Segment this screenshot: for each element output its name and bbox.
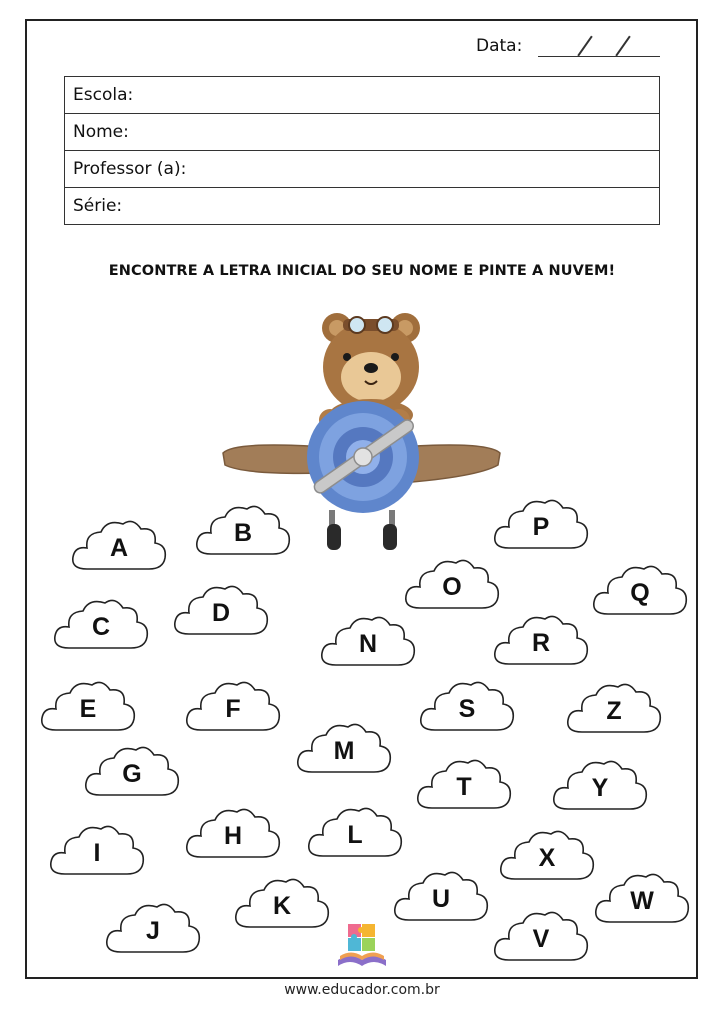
student-info-table bbox=[64, 76, 660, 225]
field-teacher[interactable]: Professor (a): bbox=[65, 151, 659, 188]
cloud-letter-v[interactable] bbox=[491, 906, 591, 970]
cloud-letter: I bbox=[93, 839, 101, 867]
cloud-letter-p[interactable] bbox=[491, 494, 591, 558]
instruction-text: ENCONTRE A LETRA INICIAL DO SEU NOME E PINTE A NUVEM! bbox=[108, 263, 616, 279]
cloud-letter: F bbox=[225, 695, 241, 723]
educador-logo-icon bbox=[334, 918, 390, 974]
cloud-letter: A bbox=[109, 534, 129, 562]
cloud-letter: R bbox=[531, 629, 551, 657]
cloud-letter: B bbox=[233, 519, 253, 547]
cloud-letter-g[interactable] bbox=[82, 741, 182, 805]
cloud-letter: J bbox=[146, 917, 160, 945]
cloud-letter: N bbox=[358, 630, 378, 658]
cloud-letter-s[interactable] bbox=[417, 676, 517, 740]
cloud-letter-l[interactable] bbox=[305, 802, 405, 866]
cloud-letter-x[interactable] bbox=[497, 825, 597, 889]
cloud-letter: X bbox=[538, 844, 556, 872]
cloud-letter: W bbox=[630, 887, 654, 915]
cloud-letter-e[interactable] bbox=[38, 676, 138, 740]
cloud-letter-d[interactable] bbox=[171, 580, 271, 644]
date-line[interactable] bbox=[538, 56, 660, 57]
footer-website[interactable]: www.educador.com.br bbox=[284, 982, 440, 998]
cloud-letter: Z bbox=[606, 697, 622, 725]
cloud-letter-b[interactable] bbox=[193, 500, 293, 564]
cloud-letter-y[interactable] bbox=[550, 755, 650, 819]
cloud-letter-w[interactable] bbox=[592, 868, 692, 932]
cloud-letter-k[interactable] bbox=[232, 873, 332, 937]
cloud-letter: K bbox=[272, 892, 292, 920]
cloud-letter: Q bbox=[630, 579, 650, 607]
cloud-letter-z[interactable] bbox=[564, 678, 664, 742]
cloud-letter-t[interactable] bbox=[414, 754, 514, 818]
cloud-letter: H bbox=[223, 822, 243, 850]
cloud-letter: S bbox=[458, 695, 476, 723]
cloud-letter-n[interactable] bbox=[318, 611, 418, 675]
cloud-letter-r[interactable] bbox=[491, 610, 591, 674]
cloud-letter: V bbox=[532, 925, 550, 953]
cloud-letter-f[interactable] bbox=[183, 676, 283, 740]
field-school[interactable]: Escola: bbox=[65, 77, 659, 114]
cloud-letter-m[interactable] bbox=[294, 718, 394, 782]
date-label: Data: bbox=[476, 36, 523, 56]
field-name[interactable]: Nome: bbox=[65, 114, 659, 151]
cloud-letter: P bbox=[532, 513, 550, 541]
cloud-letter: E bbox=[79, 695, 97, 723]
cloud-letter-j[interactable] bbox=[103, 898, 203, 962]
cloud-letter: T bbox=[456, 773, 472, 801]
cloud-letter: Y bbox=[591, 774, 609, 802]
cloud-letter-c[interactable] bbox=[51, 594, 151, 658]
cloud-letter: C bbox=[91, 613, 111, 641]
cloud-letter: D bbox=[211, 599, 231, 627]
cloud-letter: M bbox=[333, 737, 355, 765]
cloud-letter-u[interactable] bbox=[391, 866, 491, 930]
cloud-letter: U bbox=[431, 885, 451, 913]
cloud-letter-o[interactable] bbox=[402, 554, 502, 618]
cloud-letter-i[interactable] bbox=[47, 820, 147, 884]
field-grade[interactable]: Série: bbox=[73, 196, 123, 216]
cloud-letter-q[interactable] bbox=[590, 560, 690, 624]
cloud-letter-h[interactable] bbox=[183, 803, 283, 867]
cloud-letter: G bbox=[122, 760, 142, 788]
cloud-letter-a[interactable] bbox=[69, 515, 169, 579]
cloud-letter: O bbox=[442, 573, 462, 601]
cloud-letter: L bbox=[347, 821, 363, 849]
